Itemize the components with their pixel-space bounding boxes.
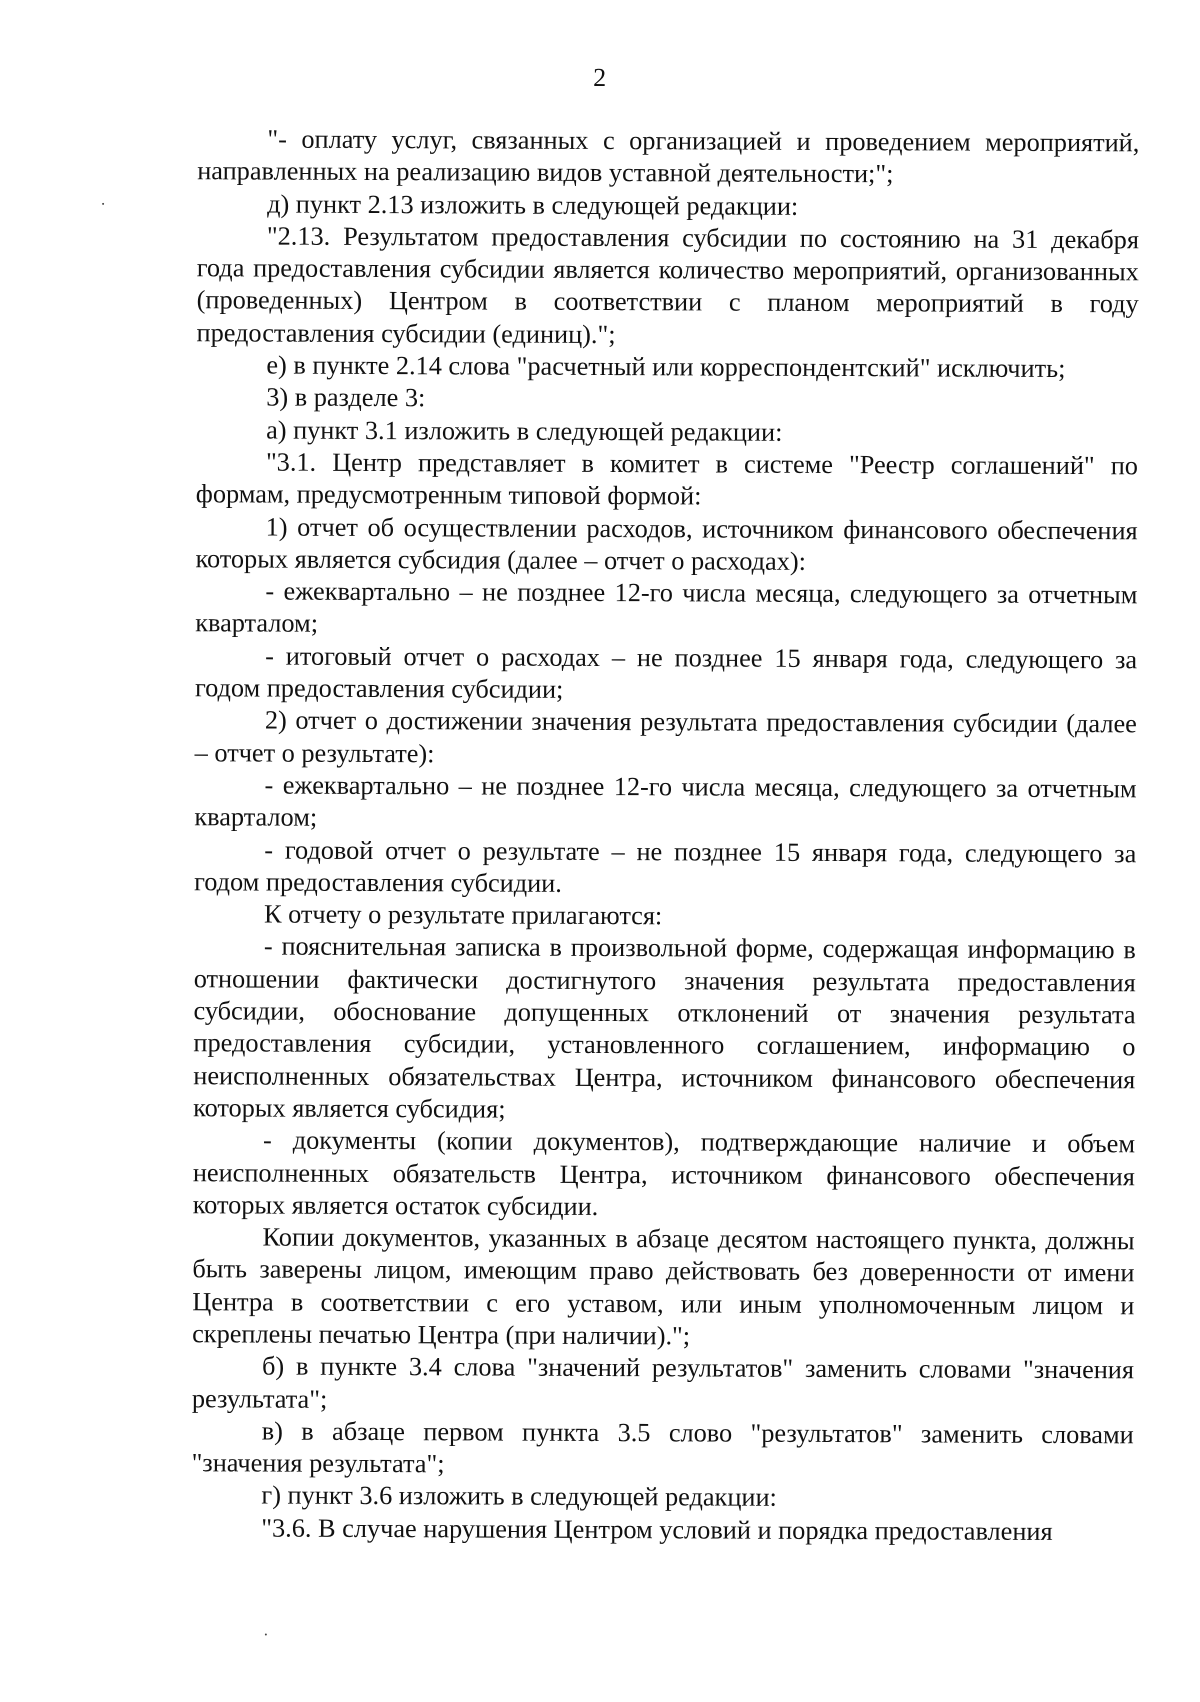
paragraph-2: д) пункт 2.13 изложить в следующей редакции:: [267, 189, 799, 221]
paragraph-20: г) пункт 3.6 изложить в следующей редакции:: [261, 1481, 777, 1513]
paragraph-21: "3.6. В случае нарушения Центром условий и порядка предоставления: [261, 1513, 1053, 1546]
paragraph-1: "- оплату услуг, связанных с организацией и проведением мероприятий, направленных на реализацию видов уставной деятельности;";: [197, 124, 1140, 189]
paragraph-18: б) в пункте 3.4 слова "значений результатов" заменить словами "значения результата";: [191, 1351, 1135, 1414]
paragraph-4: е) в пункте 2.14 слова "расчетный или корреспондентский" исключить;: [266, 350, 1066, 384]
paragraph-14: К отчету о результате прилагаются:: [263, 899, 663, 931]
paragraph-19: в) в абзаце первом пункта 3.5 слово "результатов" заменить словами "значения результата";: [191, 1416, 1134, 1479]
paragraph-17: Копии документов, указанных в абзаце десятом настоящего пункта, должны быть заверены лицом, имеющим право действовать без доверенности от имени Центра в соответствии с его уставом, или иным уполномоченным лицом и скреплены печатью Центра (при наличии).";: [192, 1222, 1135, 1351]
page-number: 2: [593, 62, 607, 93]
paragraph-11: 2) отчет о достижении значения результата предоставления субсидии (далее – отчет о результате):: [194, 705, 1137, 768]
paragraph-3: "2.13. Результатом предоставления субсидии по состоянию на 31 декабря года предоставления субсидии является количество мероприятий, организованных (проведенных) Центром в соответствии с планом мероприятий в году предоставления субсидии (единиц).";: [196, 221, 1140, 349]
paragraph-8: 1) отчет об осуществлении расходов, источником финансового обеспечения которых является субсидия (далее – отчет о расходах):: [195, 512, 1138, 576]
paragraph-5: 3) в разделе 3:: [266, 382, 426, 413]
paragraph-15: - пояснительная записка в произвольной форме, содержащая информацию в отношении фактически достигнутого значения результата предоставления субсидии, обоснование допущенных отклонений от значения результата предоставления субсидии, установленного соглашением, информацию о неисполненных обязательствах Центра, источником финансового обеспечения которых является субсидия;: [193, 931, 1136, 1124]
paragraph-6: а) пункт 3.1 изложить в следующей редакции:: [266, 415, 783, 447]
scan-speck: [102, 203, 104, 205]
paragraph-10: - итоговый отчет о расходах – не позднее 15 января года, следующего за годом предоставления субсидии;: [194, 641, 1138, 704]
paragraph-13: - годовой отчет о результате – не позднее 15 января года, следующего за годом предоставления субсидии.: [194, 835, 1137, 898]
paragraph-9: - ежеквартально – не позднее 12-го числа месяца, следующего за отчетным кварталом;: [195, 576, 1138, 639]
paragraph-12: - ежеквартально – не позднее 12-го числа месяца, следующего за отчетным кварталом;: [194, 770, 1137, 833]
paragraph-7: "3.1. Центр представляет в комитет в системе "Реестр соглашений" по формам, предусмотренным типовой формой:: [195, 447, 1139, 511]
document-body: [191, 123, 1139, 1548]
paragraph-16: - документы (копии документов), подтверждающие наличие и объем неисполненных обязательств Центра, источником финансового обеспечения которых является остаток субсидии.: [192, 1125, 1136, 1221]
scan-speck: [265, 1634, 267, 1636]
